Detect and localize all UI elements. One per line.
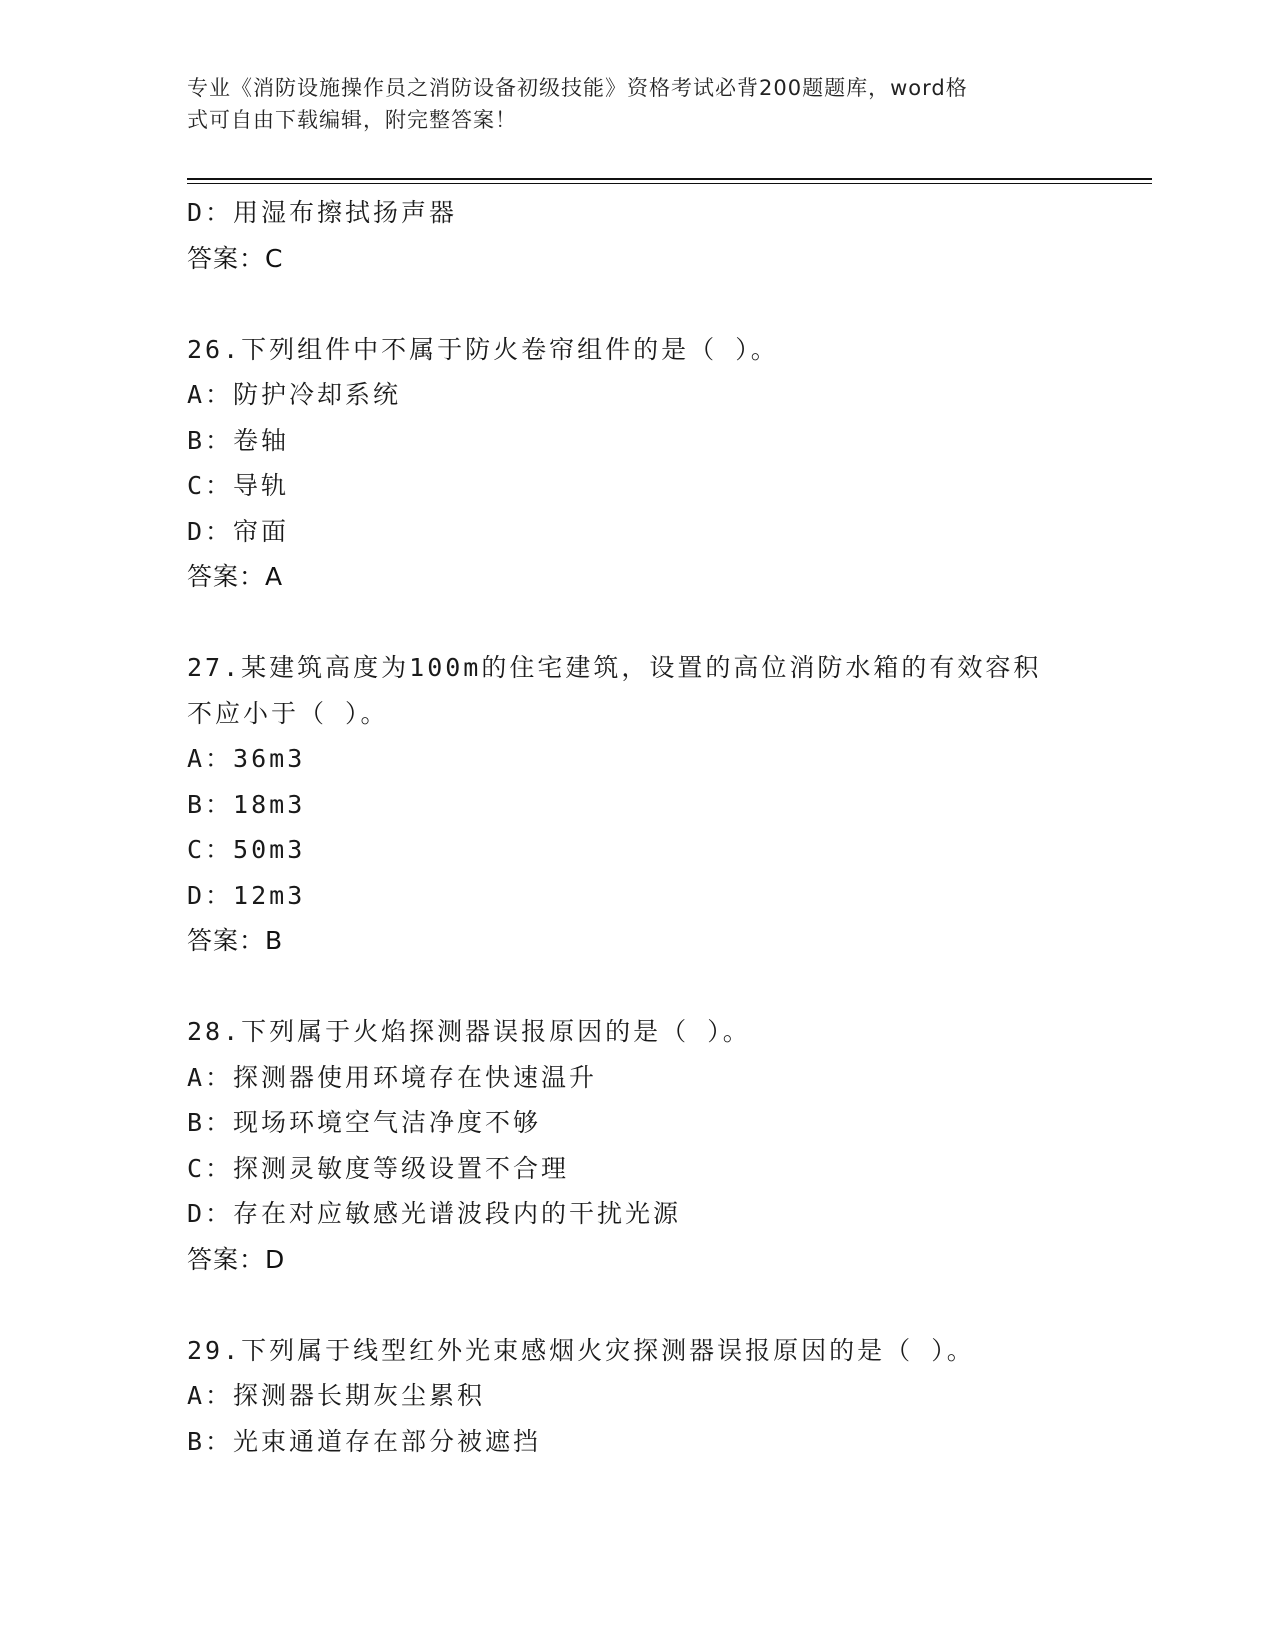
header-line-1: 专业《消防设施操作员之消防设备初级技能》资格考试必背200题题库，word格 — [187, 76, 968, 100]
option-d-continued: D：用湿布擦拭扬声器 — [187, 198, 458, 227]
question-stem: 29.下列属于线型红外光束感烟火灾探测器误报原因的是（ ）。 — [187, 1335, 975, 1365]
option-c: C：50m3 — [187, 835, 306, 864]
option-d: D：帘面 — [187, 516, 290, 546]
option-d: D：12m3 — [187, 880, 306, 910]
spacer — [187, 281, 1147, 327]
answer-continued: 答案：C — [187, 243, 284, 273]
header-divider-thick — [187, 178, 1152, 180]
question-27 — [187, 645, 1147, 964]
option-c: C：探测灵敏度等级设置不合理 — [187, 1153, 570, 1183]
question-stem: 26.下列组件中不属于防火卷帘组件的是（ ）。 — [187, 334, 779, 364]
question-28 — [187, 1009, 1147, 1282]
spacer — [187, 600, 1147, 646]
spacer — [187, 964, 1147, 1010]
option-b: B：现场环境空气洁净度不够 — [187, 1108, 542, 1137]
option-b: B：18m3 — [187, 789, 306, 819]
document-header — [187, 72, 1067, 136]
option-a: A：探测器使用环境存在快速温升 — [187, 1062, 598, 1092]
header-divider-thin — [187, 183, 1152, 184]
option-d: D：存在对应敏感光谱波段内的干扰光源 — [187, 1199, 682, 1228]
answer: 答案：A — [187, 562, 284, 591]
question-26 — [187, 327, 1147, 600]
answer: 答案：D — [187, 1244, 286, 1274]
question-stem-continued: 不应小于（ ）。 — [187, 698, 389, 728]
option-b: B：光束通道存在部分被遮挡 — [187, 1426, 542, 1456]
option-a: A：防护冷却系统 — [187, 380, 402, 409]
header-line-2: 式可自由下载编辑，附完整答案！ — [187, 108, 517, 132]
question-29 — [187, 1328, 1147, 1465]
spacer — [187, 1282, 1147, 1328]
option-b: B：卷轴 — [187, 425, 290, 455]
question-content — [187, 190, 1147, 1464]
option-a: A：36m3 — [187, 744, 306, 773]
question-stem: 28.下列属于火焰探测器误报原因的是（ ）。 — [187, 1017, 751, 1046]
option-a: A：探测器长期灰尘累积 — [187, 1381, 486, 1410]
option-c: C：导轨 — [187, 471, 290, 500]
answer: 答案：B — [187, 926, 284, 955]
question-stem: 27.某建筑高度为100m的住宅建筑，设置的高位消防水箱的有效容积 — [187, 653, 1042, 682]
